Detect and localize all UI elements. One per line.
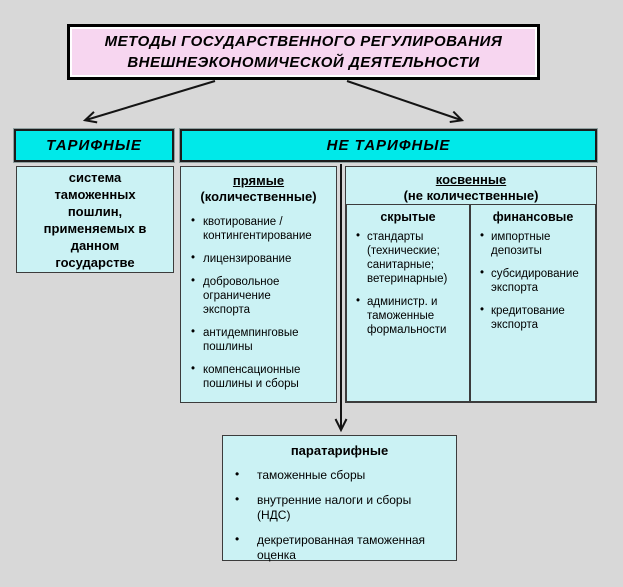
direct-methods-box: [180, 166, 337, 403]
list-item: • таможенные сборы: [231, 468, 439, 483]
diagram-title: МЕТОДЫ ГОСУДАРСТВЕННОГО РЕГУЛИРОВАНИЯ ВНЕШНЕЭКОНОМИЧЕСКОЙ ДЕЯТЕЛЬНОСТИ: [104, 33, 503, 71]
indirect-methods-title: [346, 167, 596, 204]
hidden-methods-cell: [346, 204, 470, 402]
paratariff-box: [222, 435, 457, 561]
list-item: • импортные депозиты: [480, 230, 577, 258]
list-item: • лицензирование: [191, 252, 317, 266]
list-item: • квотирование / контингентирование: [191, 215, 317, 243]
list-item: • стандарты (технические; санитарные; ветеринарные): [356, 230, 453, 286]
list-item: • антидемпинговые пошлины: [191, 326, 317, 354]
hidden-methods-title: скрытые: [380, 210, 436, 224]
indirect-subtitle-text: (не количественные): [403, 188, 539, 203]
financial-methods-cell: [470, 204, 596, 402]
paratariff-title: паратарифные: [290, 443, 389, 458]
indirect-methods-box: [345, 166, 597, 403]
list-item: • субсидирование экспорта: [480, 267, 577, 295]
arrow-to-nontariff-icon: [347, 81, 461, 120]
arrow-to-tariff-icon: [86, 81, 215, 120]
direct-methods-list: [181, 215, 317, 391]
list-item: • компенсационные пошлины и сборы: [191, 363, 317, 391]
direct-methods-title: [181, 173, 336, 205]
hidden-methods-list: [347, 230, 469, 337]
diagram-title-box: [67, 24, 540, 80]
list-item: • добровольное ограничение экспорта: [191, 275, 317, 317]
tariff-description: система таможенных пошлин, применяемых в данном государстве: [43, 169, 147, 270]
list-item: • внутренние налоги и сборы (НДС): [231, 493, 439, 523]
tariff-description-box: [16, 166, 174, 273]
financial-methods-list: [471, 230, 595, 332]
indirect-title-text: косвенные: [435, 172, 507, 187]
list-item: • кредитование экспорта: [480, 304, 577, 332]
paratariff-list: [223, 468, 456, 563]
list-item: • декретированная таможенная оценка: [231, 533, 439, 563]
list-item: • администр. и таможенные формальности: [356, 295, 453, 337]
nontariff-header: НЕ ТАРИФНЫЕ: [180, 129, 597, 162]
tariff-header: ТАРИФНЫЕ: [14, 129, 174, 162]
direct-subtitle-text: (количественные): [200, 189, 317, 204]
direct-title-text: прямые: [232, 173, 285, 188]
financial-methods-title: финансовые: [492, 210, 574, 224]
